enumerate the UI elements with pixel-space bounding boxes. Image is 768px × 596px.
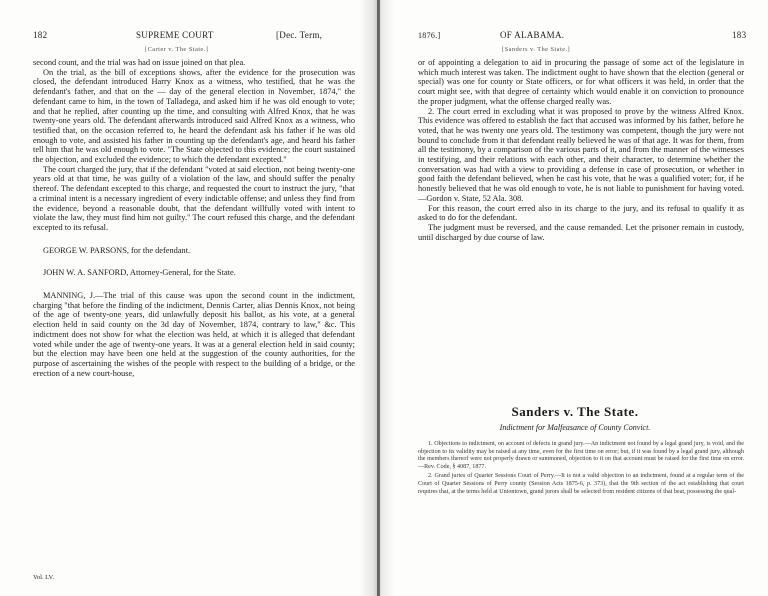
paragraph: For this reason, the court erred also in its charge to the jury, and its refusal to qualify it as asked to do for the defendant.: [418, 203, 744, 223]
paragraph: second count, and the trial was had on issue joined on that plea.: [33, 58, 246, 67]
right-case-ref: [Sanders v. The State.]: [502, 46, 571, 53]
paragraph: The court charged the jury, that if the defendant "voted at said election, not being twenty-one years old at that time, he was guilty of a violation of the law, and should suffer the penalty thereof. The defendant excepted to this charge, and requested the court to instruct the jury, "that a criminal intent is a necessary ingredient of every indictable offense; and unless they find from the evidence, beyond a reasonable doubt, that the defendant willfully voted with intent to violate the law, they must find him not guilty." The court refused this charge, and the defendant excepted to its refusal.: [33, 164, 355, 232]
headnote: 2. Grand juries of Quarter Sessions Court of Perry.—It is not a valid objection to an indictment, found at a regular term of the Court of Quarter Sessions of Perry county (Session Acts 1875-6, p. 373), that the 9th section of the act establishing that court requires that, at the terms held at Uniontown, grand jurors shall be selected from resident citizens of that beat, possessing the qual-: [418, 473, 744, 495]
counsel-defendant: GEORGE W. PARSONS, for the defendant.: [43, 245, 191, 255]
left-case-ref: [Carter v. The State.]: [145, 46, 209, 53]
new-case-subtitle: Indictment for Malfeasance of County Convict.: [499, 423, 651, 432]
paragraph: or of appointing a delegation to aid in procuring the passage of some act of the legislature in which much interest was taken. The indictment ought to have shown that the election (general or special) was one for county or State officers, or for what officers it was held, in order that the court might see, with that degree of certainty which would enable it on conviction to pronounce the proper judgment, what the offense charged really was.: [418, 58, 744, 106]
left-page-number: 182: [33, 30, 48, 40]
counsel-state: JOHN W. A. SANFORD, Attorney-General, for the State.: [43, 268, 236, 278]
right-page-number: 183: [732, 30, 747, 40]
headnotes: [418, 441, 744, 498]
right-body: [418, 58, 744, 242]
left-term: [Dec. Term,: [276, 30, 323, 40]
right-page: [382, 0, 768, 596]
new-case-title: Sanders v. The State.: [511, 404, 639, 419]
right-year: 1876.]: [418, 31, 441, 40]
headnote: 1. Objections to indictment, on account of defects in grand jury.—An indictment not found by a legal grand jury, is void, and the objection to its validity may be raised at any time, even for the first time on error; but, if it was found by a legal grand jury, although the members thereof were not properly drawn or summoned, objection to it on that account must be raised for the first time on error.—Rev. Code, § 4087, 1877.: [418, 441, 744, 470]
opinion-paragraph: MANNING, J.—The trial of this cause was upon the second count in the indictment, charging "that before the finding of the indictment, Dennis Carter, alias Dennis Knox, not being of the age of twenty-one years, did unlawfully deposit his ballot, as his vote, at a general election held in said county on the 3d day of November, 1874, contrary to law," &c. This indictment does not show for what the election was held, at which it is alleged that defendant voted while under the age of twenty-one years. It was at a general election held in said county; but the election may have been one held at the suggestion of the county authorities, for the purpose of ascertaining the wishes of the people with respect to the building of a bridge, or the erection of a new court-house,: [33, 291, 355, 378]
left-page: [0, 0, 382, 596]
left-body: [33, 58, 355, 378]
paragraph: The judgment must be reversed, and the cause remanded. Let the prisoner remain in custody, until discharged by due course of law.: [418, 222, 744, 242]
paragraph: On the trial, as the bill of exceptions shows, after the evidence for the prosecution was closed, the defendant introduced Harry Knox as a witness, who testified, that he was the defendant's father, and that on the — day of the general election in November, 1874," the defendant came to him, in the town of Talladega, and asked him if he was old enough to vote; and that he replied, after counting up the time, and consulting with Alfred Knox, that he was twenty-one years old. The defendant afterwards introduced said Alfred Knox as a witness, who testified that, on the occasion referred to, he heard the defendant ask his father if he was old enough to vote, and assisted his father in counting up the defendant's age, and heard his father tell him that he was old enough to vote. "The State objected to this evidence; the court sustained the objection, and excluded the evidence; to which the defendant excepted.": [33, 67, 355, 165]
volume-mark: Vol. LV.: [33, 574, 55, 581]
right-running-title: OF ALABAMA.: [500, 30, 565, 40]
left-running-title: SUPREME COURT: [136, 30, 214, 40]
paragraph: 2. The court erred in excluding what it was proposed to prove by the witness Alfred Knox. This evidence was offered to establish the fact that accused was informed by his father, before he voted, that he was twenty one years old. The testimony was competent, though the jury were not bound to conclude from it that defendant really believed he was of that age. It was for them, from all the testimony, by a comparison of the various parts of it, and from the manner of the witnesses in testifying, and their relations with each other, and their character, to determine whether the conversation was had with a view to providing a defense in case of prosecution, or whether in good faith the defendant believed, when he cast his vote, that he was a qualified voter; for, if he honestly believed that he was old enough to vote, he is not liable to punishment for having voted.—Gordon v. State, 52 Ala. 308.: [418, 106, 744, 203]
